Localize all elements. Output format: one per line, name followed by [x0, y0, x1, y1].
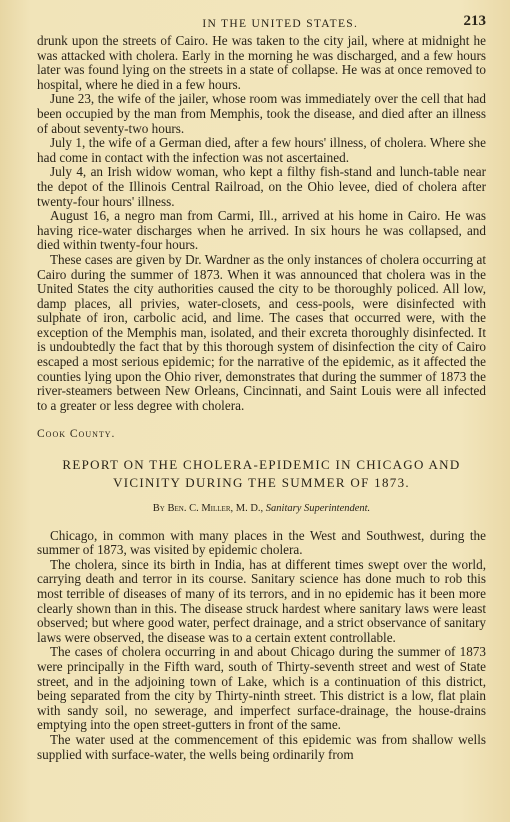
running-head [37, 0, 486, 34]
paragraph: July 4, an Irish widow woman, who kept a filthy fish-stand and lunch-table near the depot of the Illinois Central Railroad, on the Ohio levee, died of cholera after twenty-four hours' illness. [37, 164, 486, 209]
page-number: 213 [463, 13, 486, 29]
section-label: Cook County. [37, 428, 116, 441]
paragraph: The water used at the commencement of this epidemic was from shallow wells supplied with surface-water, the wells being ordinarily from [37, 731, 486, 762]
paragraph: July 1, the wife of a German died, after a few hours' illness, of cholera. Where she had come in contact with the infection was not ascertained. [37, 135, 486, 165]
running-head-title: IN THE UNITED STATES. [202, 18, 359, 30]
byline-role: Sanitary Superintendent. [265, 503, 371, 515]
paragraph: August 16, a negro man from Carmi, Ill., arrived at his home in Cairo. He was having rice-water discharges when he arrived. In six hours he was collapsed, and died within twenty-four hours. [37, 208, 486, 253]
byline [37, 502, 486, 517]
report-heading: REPORT ON THE CHOLERA-EPIDEMIC IN CHICAGO AND VICINITY DURING THE SUMMER OF 1873. [62, 457, 461, 491]
paragraph: The cholera, since its birth in India, has at different times swept over the world, carrying death and terror in its course. Sanitary science has done much to rob this most terrible of diseases of many of its terrors, and in no epidemic has it been more clearly shown than in this. The disease struck hardest where sanitary laws were least observed; but where good water, perfect drainage, and a strict observance of sanitary laws were observed, the disease was to a certain extent controllable. [37, 556, 486, 645]
paragraph: drunk upon the streets of Cairo. He was taken to the city jail, where at midnight he was attacked with cholera. Early in the morning he was discharged, and a few hours later was found lying on the streets in a state of collapse. He was at once removed to hospital, where he died in a few hours. [37, 33, 486, 92]
paragraph: June 23, the wife of the jailer, whose room was immediately over the cell that had been occupied by the man from Memphis, took the disease, and died after an illness of about seventy-two hours. [37, 91, 486, 136]
byline-author: By Ben. C. Miller, M. D., [152, 503, 264, 515]
paragraph: The cases of cholera occurring in and about Chicago during the summer of 1873 were principally in the Fifth ward, south of Thirty-seventh street and west of State street, and in the adjoining town of Lake, which is a continuation of this district, being separated from the city by Thirty-ninth street. This district is a low, flat plain with sandy soil, no sewerage, and imperfect surface-drainage, the house-drains emptying into the open street-gutters in front of the same. [37, 644, 486, 733]
page-body [37, 34, 486, 762]
paragraph: These cases are given by Dr. Wardner as the only instances of cholera occurring at Cairo during the summer of 1873. When it was announced that cholera was in the United States the city authorities caused the city to be thoroughly policed. All low, damp places, all privies, water-closets, and cess-pools, were disinfected with sulphate of iron, carbolic acid, and lime. The cases that occurred were, with the exception of the Memphis man, isolated, and their excreta thoroughly disinfected. It is undoubtedly the fact that by this thorough system of disinfection the city of Cairo escaped a most serious epidemic; for the narrative of the epidemic, as it affected the counties lying upon the Ohio river, demonstrates that during the summer of 1873 the river-steamers between New Orleans, Cincinnati, and Saint Louis were all infected to a greater or less degree with cholera. [37, 251, 486, 413]
paragraph: Chicago, in common with many places in the West and Southwest, during the summer of 1873, was visited by epidemic cholera. [37, 527, 486, 558]
